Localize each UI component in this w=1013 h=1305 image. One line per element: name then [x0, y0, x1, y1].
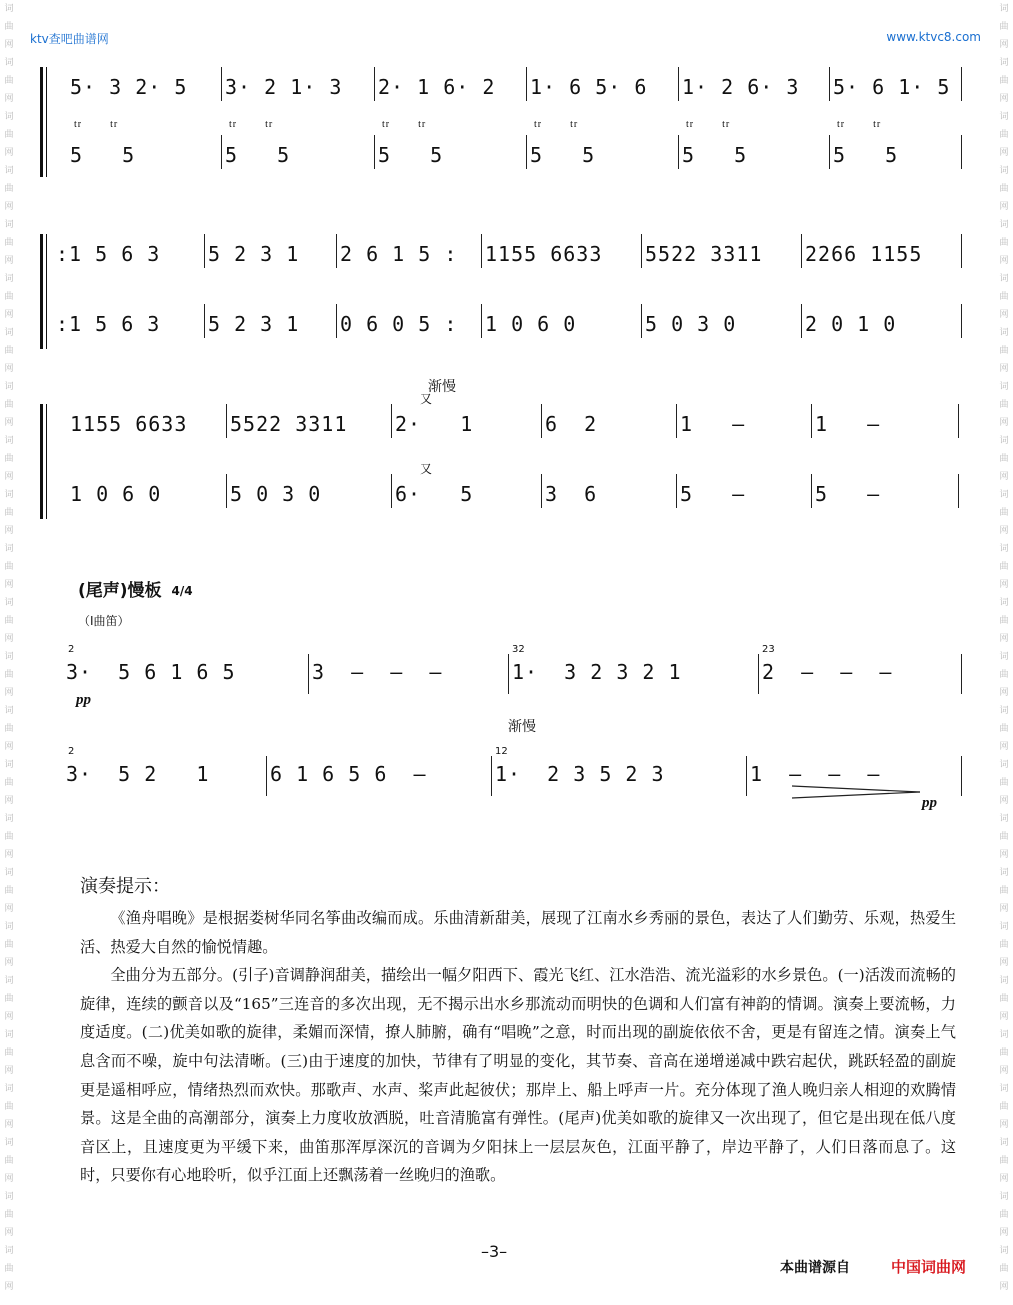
grace-note: 12 [495, 746, 508, 757]
measure: 2266 1155 [805, 242, 923, 266]
watermark-left: 词曲网词曲网词曲网词曲网词曲网词曲网词曲网词曲网词曲网词曲网词曲网词曲网词曲网词曲网词曲网词曲网词曲网词曲网词曲网词曲网词曲网词曲网词曲网词曲网 [4, 4, 14, 1292]
barline [541, 404, 542, 438]
measure: 2 0 1 0 [805, 312, 897, 336]
barline [641, 234, 642, 268]
instrument-label: （Ⅰ曲笛） [78, 614, 130, 628]
measure: 5 – [815, 482, 881, 506]
measure: 2 6 1 5 : [340, 242, 458, 266]
measure: 5 5 tr tr [530, 119, 596, 167]
measure: 5 5 tr tr [833, 119, 899, 167]
measure: 5 5 tr tr [225, 119, 291, 167]
measure: 6 2 [545, 412, 598, 436]
barline [829, 135, 830, 169]
performance-notes-text [80, 904, 956, 1190]
measure: 1155 6633 [485, 242, 603, 266]
grace-note: 32 [512, 644, 525, 655]
measure: 5 2 3 1 [208, 242, 300, 266]
score-system-3 [40, 392, 970, 517]
measure: 3· 5 6 1 6 5 [66, 660, 236, 684]
score-system-1 [40, 55, 970, 180]
barline [204, 234, 205, 268]
measure: 5 0 3 0 [645, 312, 737, 336]
tempo-rit-1: 渐慢 [428, 379, 456, 395]
measure: :1 5 6 3 [56, 242, 161, 266]
measure: 3 – – – [312, 660, 443, 684]
barline [336, 304, 337, 338]
measure: 5 2 3 1 [208, 312, 300, 336]
barline [526, 67, 527, 101]
coda-title: (尾声)慢板 4/4 [78, 581, 193, 601]
score-system-2 [40, 222, 970, 347]
measure: 2· 1 6· 2 [378, 75, 496, 99]
measure: 3· 5 2 1 [66, 762, 210, 786]
barline [961, 756, 962, 796]
trill-mark: tr tr [686, 119, 731, 130]
barline [961, 135, 962, 169]
lower-staff [40, 119, 970, 179]
vibrato-mark: 又 [420, 462, 433, 476]
performance-notes-title: 演奏提示： [80, 876, 170, 897]
page-number: –3– [481, 1242, 508, 1261]
barline [961, 67, 962, 101]
measure: 5 5 tr tr [70, 119, 136, 167]
barline [226, 474, 227, 508]
upper-staff [40, 55, 970, 111]
measure: 1 0 6 0 [70, 482, 162, 506]
measure: 1155 6633 [70, 412, 188, 436]
barline [541, 474, 542, 508]
barline [221, 67, 222, 101]
barline [481, 234, 482, 268]
upper-staff [40, 222, 970, 278]
trill-mark: tr tr [534, 119, 579, 130]
measure: 5 0 3 0 [230, 482, 322, 506]
measure: 5· 6 1· 5 [833, 75, 951, 99]
barline [641, 304, 642, 338]
barline [678, 135, 679, 169]
measure: 5522 3311 [230, 412, 348, 436]
grace-note: 2 [68, 644, 75, 655]
barline [481, 304, 482, 338]
barline [508, 654, 509, 694]
barline [336, 234, 337, 268]
barline [801, 304, 802, 338]
barline [958, 404, 959, 438]
measure: 5· 3 2· 5 [70, 75, 188, 99]
tempo-rit-2: 渐慢 [508, 719, 536, 735]
measure: 5 5 tr tr [682, 119, 748, 167]
dynamic-pp: pp [76, 692, 91, 708]
barline [221, 135, 222, 169]
measure: 1· 2 6· 3 [682, 75, 800, 99]
barline [758, 654, 759, 694]
barline [801, 234, 802, 268]
time-signature: 4/4 [171, 584, 193, 598]
upper-staff [40, 392, 970, 448]
barline [374, 67, 375, 101]
barline [391, 474, 392, 508]
footer-source-label: 本曲谱源自 [780, 1260, 850, 1276]
measure: 5 – [680, 482, 746, 506]
barline [676, 404, 677, 438]
header-left-site: ktv查吧曲谱网 [30, 32, 109, 46]
barline [374, 135, 375, 169]
barline [266, 756, 267, 796]
grace-note: 23 [762, 644, 775, 655]
measure: 2· 1 [395, 412, 474, 436]
barline [958, 474, 959, 508]
lower-staff [40, 292, 970, 348]
lower-staff [40, 462, 970, 518]
trill-mark: tr tr [382, 119, 427, 130]
notes-paragraph-1: 《渔舟唱晚》是根据娄树华同名筝曲改编而成。乐曲清新甜美，展现了江南水乡秀丽的景色，表达了人们勤劳、乐观，热爱生活、热爱大自然的愉悦情趣。 [80, 909, 956, 956]
measure: 1· 3 2 3 2 1 [512, 660, 682, 684]
measure: 1 – [815, 412, 881, 436]
barline [204, 304, 205, 338]
barline [961, 654, 962, 694]
trill-mark: tr tr [229, 119, 274, 130]
measure: 1· 2 3 5 2 3 [495, 762, 665, 786]
barline [961, 304, 962, 338]
vibrato-mark: 又 [420, 392, 433, 406]
measure: 1 – [680, 412, 746, 436]
measure: 6· 5 [395, 482, 474, 506]
trill-mark: tr tr [74, 119, 119, 130]
barline [308, 654, 309, 694]
measure: 2 – – – [762, 660, 893, 684]
barline [746, 756, 747, 796]
measure: 3· 2 1· 3 [225, 75, 343, 99]
barline [678, 67, 679, 101]
measure: 5 5 tr tr [378, 119, 444, 167]
coda-line-1 [40, 636, 970, 706]
measure: 1 0 6 0 [485, 312, 577, 336]
grace-note: 2 [68, 746, 75, 757]
header-right-url: www.ktvc8.com [886, 30, 981, 44]
notes-paragraph-2: 全曲分为五部分。(引子)音调静润甜美，描绘出一幅夕阳西下、霞光飞红、江水浩浩、流光溢彩的水乡景色。(一)活泼而流畅的旋律，连续的颤音以及“165”三连音的多次出现，无不揭示出水乡那流动而明快的色调和人们富有神韵的情调。演奏上要流畅，力度适度。(二)优美如歌的旋律，柔媚而深情，撩人肺腑，确有“唱晚”之意，时而出现的副旋依依不舍，更是有留连之情。演奏上气息含而不噪，旋中句法清晰。(三)由于速度的加快，节律有了明显的变化，其节奏、音高在递增递减中跌宕起伏，跳跃轻盈的副旋更是遥相呼应，情绪热烈而欢快。那歌声、水声、桨声此起彼伏；那岸上、船上呼声一片。充分体现了渔人晚归亲人相迎的欢腾情景。这是全曲的高潮部分，演奏上力度收放洒脱，吐音清脆富有弹性。(尾声)优美如歌的旋律又一次出现了，但它是出现在低八度音区上，且速度更为平缓下来，曲笛那浑厚深沉的音调为夕阳抹上一层层灰色，江面平静了，岸边平静了，人们日落而息了。这时，只要你有心地聆听，似乎江面上还飘荡着一丝晚归的渔歌。 [80, 966, 956, 1185]
barline [961, 234, 962, 268]
measure: 6 1 6 5 6 – [270, 762, 427, 786]
barline [811, 474, 812, 508]
barline [811, 404, 812, 438]
barline [829, 67, 830, 101]
dynamic-pp-end: pp [922, 795, 937, 811]
measure: 3 6 [545, 482, 598, 506]
measure: 5522 3311 [645, 242, 763, 266]
measure: :1 5 6 3 [56, 312, 161, 336]
barline [526, 135, 527, 169]
barline [676, 474, 677, 508]
measure: 1· 6 5· 6 [530, 75, 648, 99]
footer-source-site: 中国词曲网 [891, 1258, 967, 1276]
barline [391, 404, 392, 438]
watermark-right: 词曲网词曲网词曲网词曲网词曲网词曲网词曲网词曲网词曲网词曲网词曲网词曲网词曲网词曲网词曲网词曲网词曲网词曲网词曲网词曲网词曲网词曲网词曲网词曲网 [999, 4, 1009, 1292]
measure: 1 – – – [750, 762, 881, 786]
trill-mark: tr tr [837, 119, 882, 130]
measure: 0 6 0 5 : [340, 312, 458, 336]
barline [491, 756, 492, 796]
barline [226, 404, 227, 438]
